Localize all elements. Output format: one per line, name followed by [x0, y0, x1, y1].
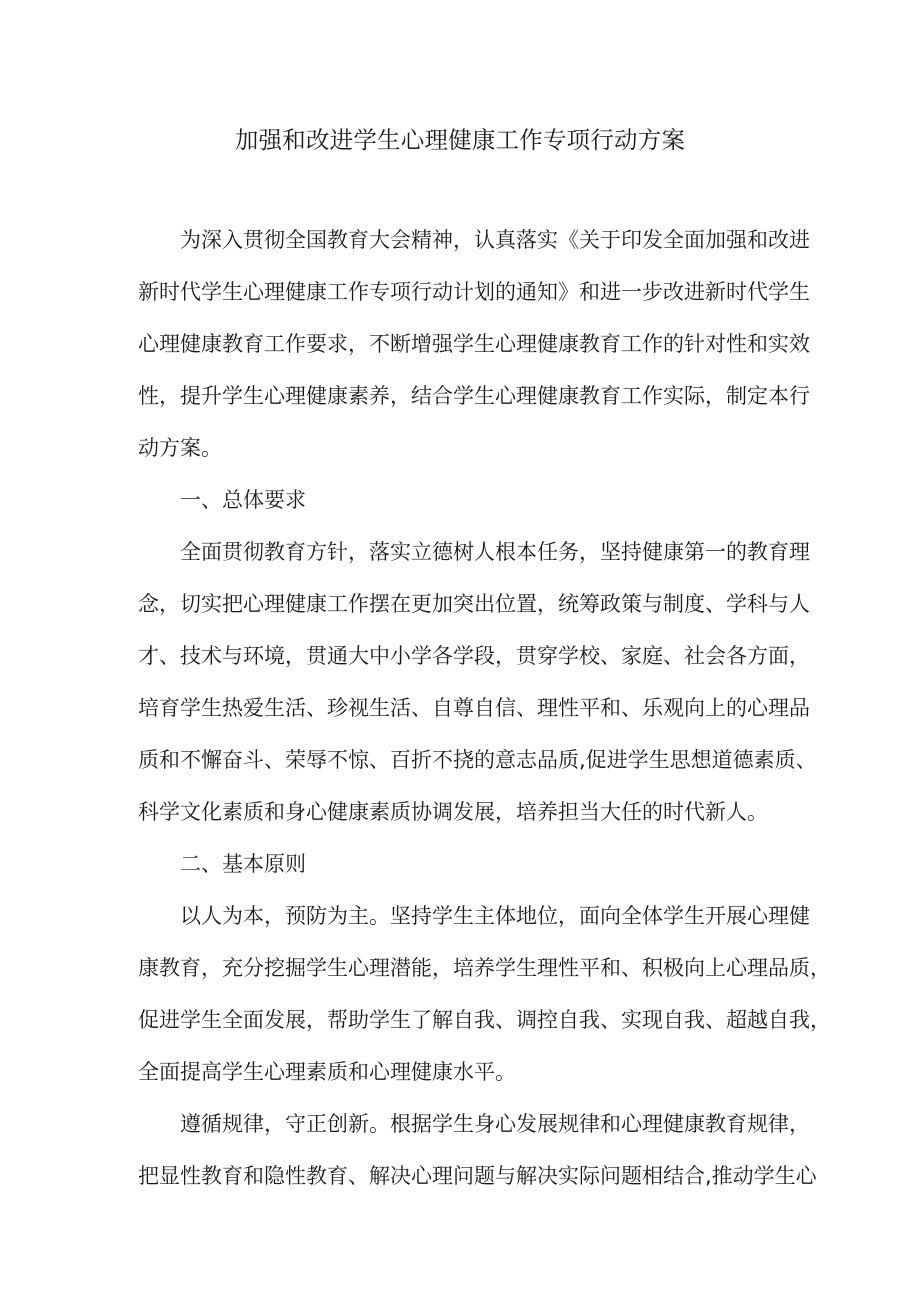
- section-heading: 二、基本原则: [180, 852, 306, 876]
- text-line: 康教育，充分挖掘学生心理潜能，培养学生理性平和、积极向上心理品质，: [138, 956, 831, 980]
- document-body: [138, 220, 831, 1208]
- section-heading-basic-principles: [138, 844, 798, 884]
- text-line: 才、技术与环境，贯通大中小学各学段，贯穿学校、家庭、社会各方面，: [138, 644, 810, 668]
- paragraph-general-requirements: [138, 532, 817, 832]
- paragraph-intro: [138, 220, 810, 468]
- text-line: 以人为本，预防为主。坚持学生主体地位，面向全体学生开展心理健: [180, 904, 810, 928]
- text-line: 全面贯彻教育方针，落实立德树人根本任务，坚持健康第一的教育理: [180, 540, 810, 564]
- text-line: 为深入贯彻全国教育大会精神，认真落实《关于印发全面加强和改进: [180, 228, 810, 252]
- text-line: 动方案。: [138, 436, 222, 460]
- paragraph-follow-laws: [138, 1104, 817, 1196]
- text-line: 全面提高学生心理素质和心理健康水平。: [138, 1060, 516, 1084]
- text-line: 新时代学生心理健康工作专项行动计划的通知》和进一步改进新时代学生: [138, 280, 810, 304]
- text-line: 培育学生热爱生活、珍视生活、自尊自信、理性平和、乐观向上的心理品: [138, 696, 810, 720]
- text-line: 性，提升学生心理健康素养，结合学生心理健康教育工作实际，制定本行: [138, 384, 810, 408]
- text-line: 质和不懈奋斗、荣辱不惊、百折不挠的意志品质,促进学生思想道德素质、: [138, 748, 817, 772]
- document-title: 加强和改进学生心理健康工作专项行动方案: [234, 126, 686, 154]
- text-line: 把显性教育和隐性教育、解决心理问题与解决实际问题相结合,推动学生心: [138, 1164, 817, 1188]
- section-heading-general-requirements: [138, 480, 798, 520]
- text-line: 遵循规律，守正创新。根据学生身心发展规律和心理健康教育规律，: [180, 1112, 810, 1136]
- text-line: 科学文化素质和身心健康素质协调发展，培养担当大任的时代新人。: [138, 800, 768, 824]
- section-heading: 一、总体要求: [180, 488, 306, 512]
- text-line: 心理健康教育工作要求，不断增强学生心理健康教育工作的针对性和实效: [138, 332, 810, 356]
- paragraph-people-oriented: [138, 896, 831, 1092]
- text-line: 念，切实把心理健康工作摆在更加突出位置，统筹政策与制度、学科与人: [138, 592, 810, 616]
- text-line: 促进学生全面发展，帮助学生了解自我、调控自我、实现自我、超越自我，: [138, 1008, 831, 1032]
